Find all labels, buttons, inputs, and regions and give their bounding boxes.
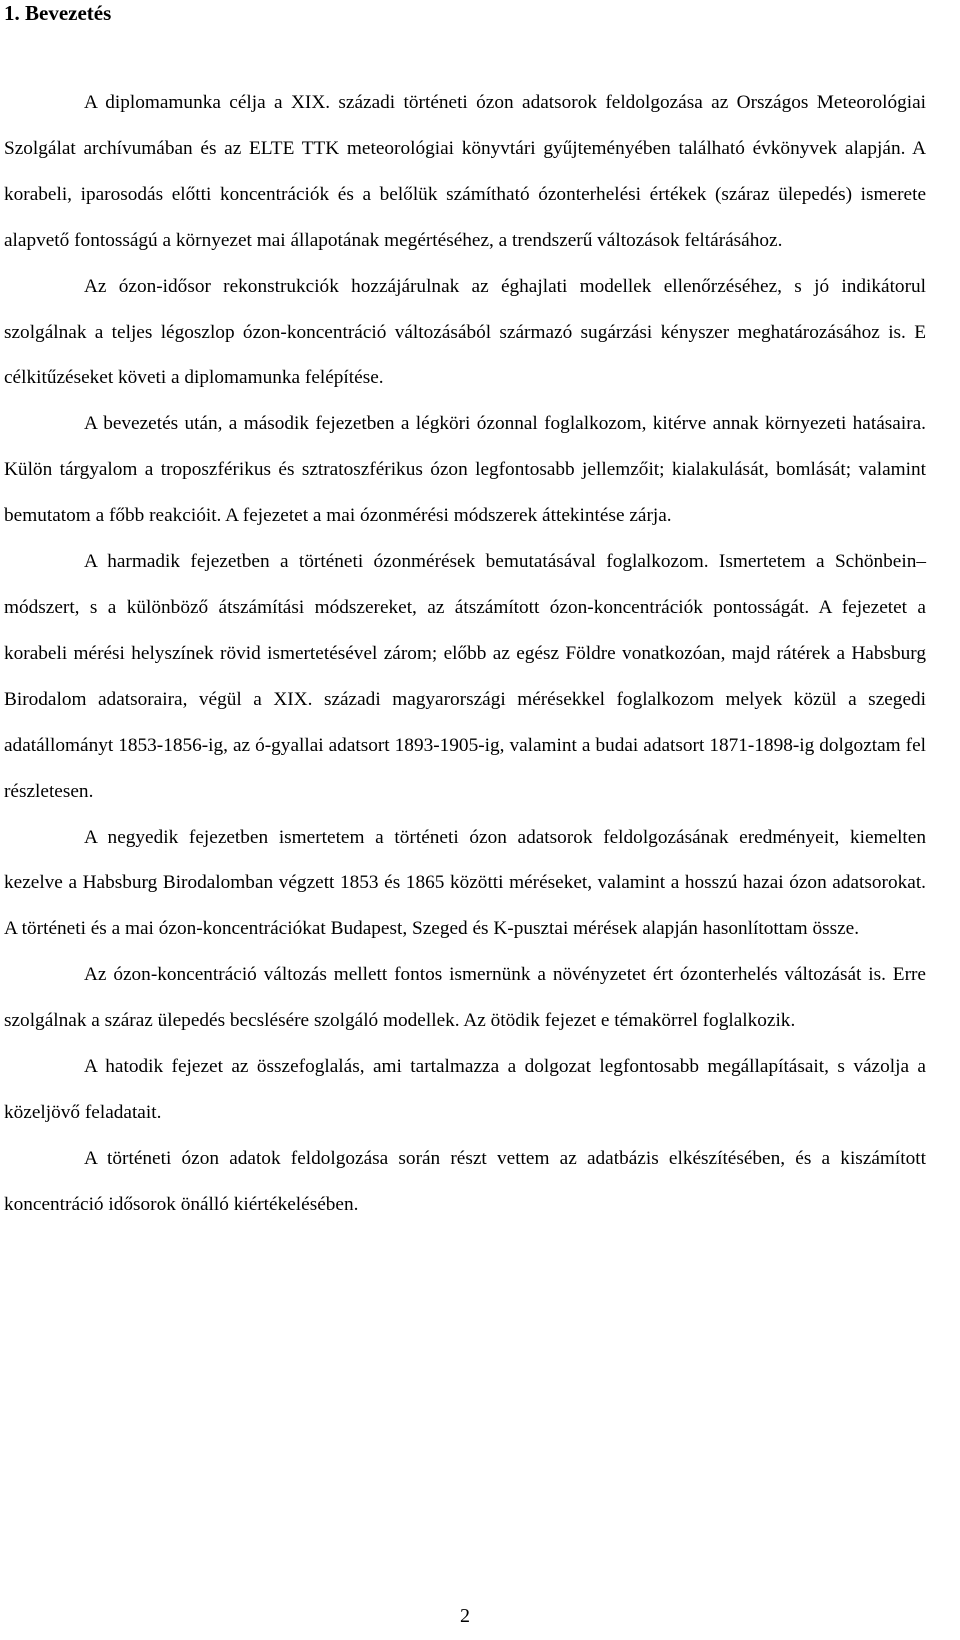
paragraph: A negyedik fejezetben ismertetem a történeti ózon adatsorok feldolgozásának eredményeit, kiemelten kezelve a Habsburg Birodalomban végzett 1853 és 1865 közötti méréseket, valamint a hosszú hazai ózon adatsorokat. A történeti és a mai ózon-koncentrációkat Budapest, Szeged és K-pusztai mérések alapján hasonlítottam össze. <box>4 826 926 940</box>
paragraph: Az ózon-koncentráció változás mellett fontos ismernünk a növényzetet ért ózonterhelés változását is. Erre szolgálnak a száraz ülepedés becslésére szolgáló modellek. Az ötödik fejezet e témakörrel foglalkozik. <box>4 964 926 1032</box>
page-number: 2 <box>460 1605 470 1627</box>
paragraph: A bevezetés után, a második fejezetben a légköri ózonnal foglalkozom, kitérve annak környezeti hatásaira. Külön tárgyalom a troposzférikus és sztratoszférikus ózon legfontosabb jellemzőit; kialakulását, bomlását; valamint bemutatom a főbb reakcióit. A fejezetet a mai ózonmérési módszerek áttekintése zárja. <box>4 413 926 527</box>
paragraph: Az ózon-idősor rekonstrukciók hozzájárulnak az éghajlati modellek ellenőrzéséhez, s jó indikátorul szolgálnak a teljes légoszlop ózon-koncentráció változásából származó sugárzási kényszer meghatározásához is. E célkitűzéseket követi a diplomamunka felépítése. <box>4 275 926 389</box>
body-text <box>4 80 926 1228</box>
paragraph: A diplomamunka célja a XIX. századi történeti ózon adatsorok feldolgozása az Országos Meteorológiai Szolgálat archívumában és az ELTE TTK meteorológiai könyvtári gyűjteményében található évkönyvek alapján. A korabeli, iparosodás előtti koncentrációk és a belőlük számítható ózonterhelési értékek (száraz ülepedés) ismerete alapvető fontosságú a környezet mai állapotának megértéséhez, a trendszerű változások feltárásához. <box>4 92 926 251</box>
paragraph: A történeti ózon adatok feldolgozása során részt vettem az adatbázis elkészítésében, és a kiszámított koncentráció idősorok önálló kiértékelésében. <box>4 1147 926 1215</box>
paragraph: A hatodik fejezet az összefoglalás, ami tartalmazza a dolgozat legfontosabb megállapításait, s vázolja a közeljövő feladatait. <box>4 1056 926 1123</box>
paragraph: A harmadik fejezetben a történeti ózonmérések bemutatásával foglalkozom. Ismertetem a Schönbein–módszert, s a különböző átszámítási módszereket, az átszámított ózon-koncentrációk pontosságát. A fejezetet a korabeli mérési helyszínek rövid ismertetésével zárom; előbb az egész Földre vonatkozóan, majd rátérek a Habsburg Birodalom adatsoraira, végül a XIX. századi magyarországi mérésekkel foglalkozom melyek közül a szegedi adatállományt 1853-1856-ig, az ó-gyallai adatsort 1893-1905-ig, valamint a budai adatsort 1871-1898-ig dolgoztam fel részletesen. <box>4 551 926 802</box>
section-heading: 1. Bevezetés <box>4 1 112 25</box>
